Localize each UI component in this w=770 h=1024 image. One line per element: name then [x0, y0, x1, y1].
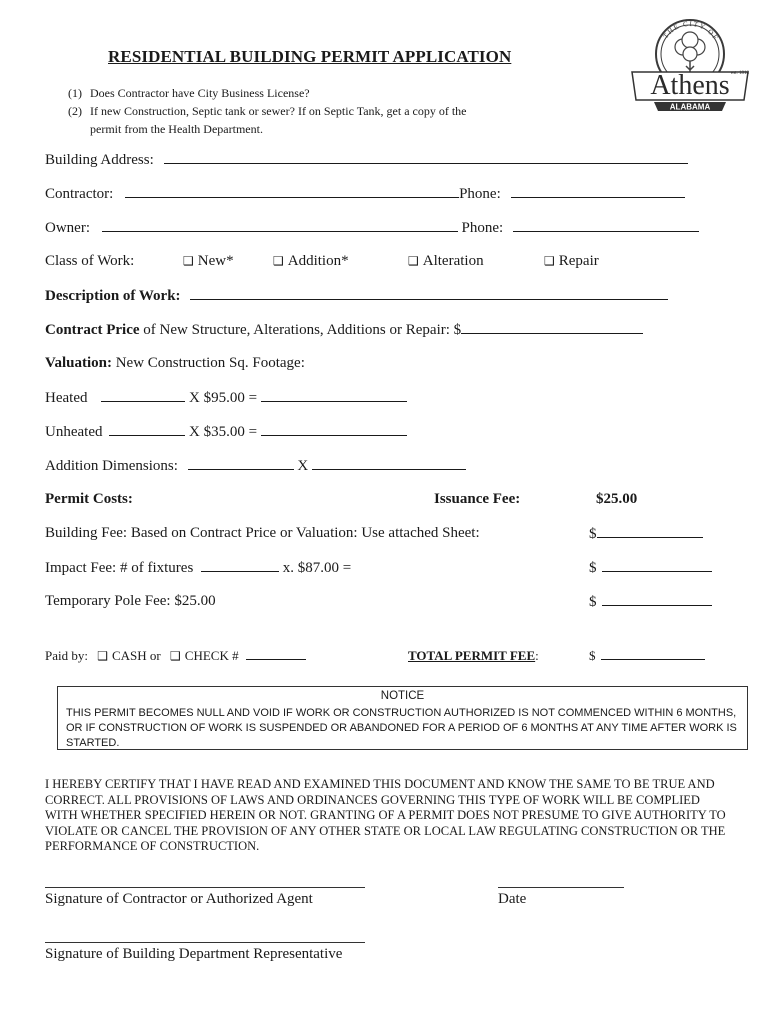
permit-costs-heading: Permit Costs: [45, 491, 133, 507]
valuation-label: Valuation: [45, 355, 112, 371]
owner-phone-label: Phone: [461, 220, 504, 236]
heated-row: Heated X $95.00 = [45, 389, 407, 407]
unheated-label: Unheated [45, 424, 103, 440]
date-line[interactable] [498, 887, 624, 888]
contractor-field[interactable] [125, 185, 459, 198]
notice-body: THIS PERMIT BECOMES NULL AND VOID IF WORK OR CONSTRUCTION AUTHORIZED IS NOT COMMENCED WITHIN 6 MONTHS, OR IF CONSTRUCTION OF WORK IS SUSPENDED OR ABANDONED FOR A PERIOD OF 6 MONTHS AT ANY TIME AFTER WORK IS STARTED. [66, 707, 737, 749]
note-2: (2) If new Construction, Septic tank or sewer? If on Septic Tank, get a copy of the [68, 104, 467, 118]
contractor-signature-label: Signature of Contractor or Authorized Agent [45, 891, 313, 907]
cash-option[interactable]: ❑ CASH or [97, 648, 161, 663]
impact-fee-amount-row: $ [589, 559, 712, 577]
valuation-row: Valuation: New Construction Sq. Footage: [45, 355, 305, 371]
class-new-option[interactable]: ❑ New* [183, 253, 234, 269]
checkbox-icon: ❑ [273, 254, 284, 268]
checkbox-icon: ❑ [97, 649, 108, 663]
class-repair-option[interactable]: ❑ Repair [544, 253, 599, 269]
building-fee-field[interactable] [597, 525, 703, 538]
class-addition-option[interactable]: ❑ Addition* [273, 253, 349, 269]
unheated-sqft-field[interactable] [109, 423, 185, 436]
owner-phone-field[interactable] [513, 219, 699, 232]
description-field[interactable] [190, 287, 668, 300]
issuance-fee-value: $25.00 [596, 491, 638, 507]
note-1: (1) Does Contractor have City Business License? [68, 86, 310, 100]
building-address-label: Building Address: [45, 152, 154, 168]
note-2-cont: permit from the Health Department. [90, 122, 263, 136]
building-address-row [45, 151, 688, 169]
certification-text: I HEREBY CERTIFY THAT I HAVE READ AND EXAMINED THIS DOCUMENT AND KNOW THE SAME TO BE TRUE AND CORRECT. ALL PROVISIONS OF LAWS AND ORDINANCES GOVERNING THIS TYPE OF WORK WILL BE COMPLIED WITH WHETHER SPECIFIED HEREIN OR NOT. GRANTING OF A PERMIT DOES NOT PRESUME TO GIVE AUTHORITY TO VIOLATE OR CANCEL THE PROVISION OF ANY OTHER STATE OR LOCAL LAW REGULATING CONSTRUCTION OR THE PERFORMANCE OF CONSTRUCTION. [45, 777, 726, 853]
form-title: RESIDENTIAL BUILDING PERMIT APPLICATION [108, 47, 512, 66]
addition-dimensions-row: Addition Dimensions: X [45, 457, 466, 475]
checkbox-icon: ❑ [408, 254, 419, 268]
building-address-field[interactable] [164, 151, 688, 164]
contractor-signature-line[interactable] [45, 887, 365, 888]
department-signature-line[interactable] [45, 942, 365, 943]
heated-label: Heated [45, 390, 88, 406]
owner-row [45, 219, 699, 237]
checkbox-icon: ❑ [183, 254, 194, 268]
description-row [45, 287, 668, 305]
paid-by-row [45, 648, 306, 664]
impact-fixtures-field[interactable] [201, 559, 279, 572]
class-of-work-label: Class of Work: [45, 253, 135, 269]
total-permit-fee-label: TOTAL PERMIT FEE [408, 648, 536, 663]
logo-name: Athens [650, 70, 730, 101]
logo-state: ALABAMA [669, 102, 711, 112]
logo-top-text: THE CITY OF [661, 19, 721, 43]
temp-pole-fee-field[interactable] [602, 593, 712, 606]
unheated-total-field[interactable] [261, 423, 407, 436]
notice-title: NOTICE [380, 690, 425, 702]
logo-est: est. 1818 [731, 71, 750, 76]
total-permit-fee-field[interactable] [601, 649, 705, 660]
date-label: Date [498, 891, 527, 907]
addition-length-field[interactable] [312, 457, 466, 470]
notice-box [57, 686, 748, 750]
heated-total-field[interactable] [261, 389, 407, 402]
contractor-phone-field[interactable] [511, 185, 685, 198]
checkbox-icon: ❑ [544, 254, 555, 268]
contract-price-row: Contract Price of New Structure, Alterations, Additions or Repair: $ [45, 321, 643, 339]
contract-price-label: Contract Price [45, 322, 140, 338]
owner-field[interactable] [102, 219, 458, 232]
description-label: Description of Work: [45, 288, 181, 304]
contract-price-field[interactable] [461, 321, 643, 334]
temp-pole-fee-label: Temporary Pole Fee: $25.00 [45, 593, 216, 609]
department-signature-label: Signature of Building Department Representative [45, 946, 343, 962]
contractor-label: Contractor: [45, 186, 114, 202]
instruction-notes [68, 84, 467, 138]
owner-label: Owner: [45, 220, 90, 236]
check-number-field[interactable] [246, 649, 306, 660]
impact-fee-field[interactable] [602, 559, 712, 572]
building-fee-row: $ [589, 525, 703, 543]
check-option[interactable]: ❑ CHECK # [170, 648, 239, 663]
impact-fee-label: Impact Fee: # of fixtures [45, 560, 194, 576]
paid-by-label: Paid by: [45, 648, 88, 663]
unheated-row: Unheated X $35.00 = [45, 423, 407, 441]
issuance-fee-label: Issuance Fee: [434, 491, 521, 507]
impact-fee-row: Impact Fee: # of fixtures x. $87.00 = [45, 560, 352, 576]
total-permit-fee-row: TOTAL PERMIT FEE: [408, 648, 539, 663]
addition-dimensions-label: Addition Dimensions: [45, 458, 178, 474]
building-fee-label: Building Fee: Based on Contract Price or Valuation: Use attached Sheet: [45, 525, 480, 541]
total-amount-row: $ [589, 648, 705, 664]
checkbox-icon: ❑ [170, 649, 181, 663]
temp-pole-amount-row: $ [589, 593, 712, 611]
contractor-row [45, 185, 685, 203]
city-of-athens-logo [628, 14, 752, 118]
addition-width-field[interactable] [188, 457, 294, 470]
contractor-phone-label: Phone: [459, 186, 501, 202]
heated-sqft-field[interactable] [101, 389, 185, 402]
class-alteration-option[interactable]: ❑ Alteration [408, 253, 484, 269]
